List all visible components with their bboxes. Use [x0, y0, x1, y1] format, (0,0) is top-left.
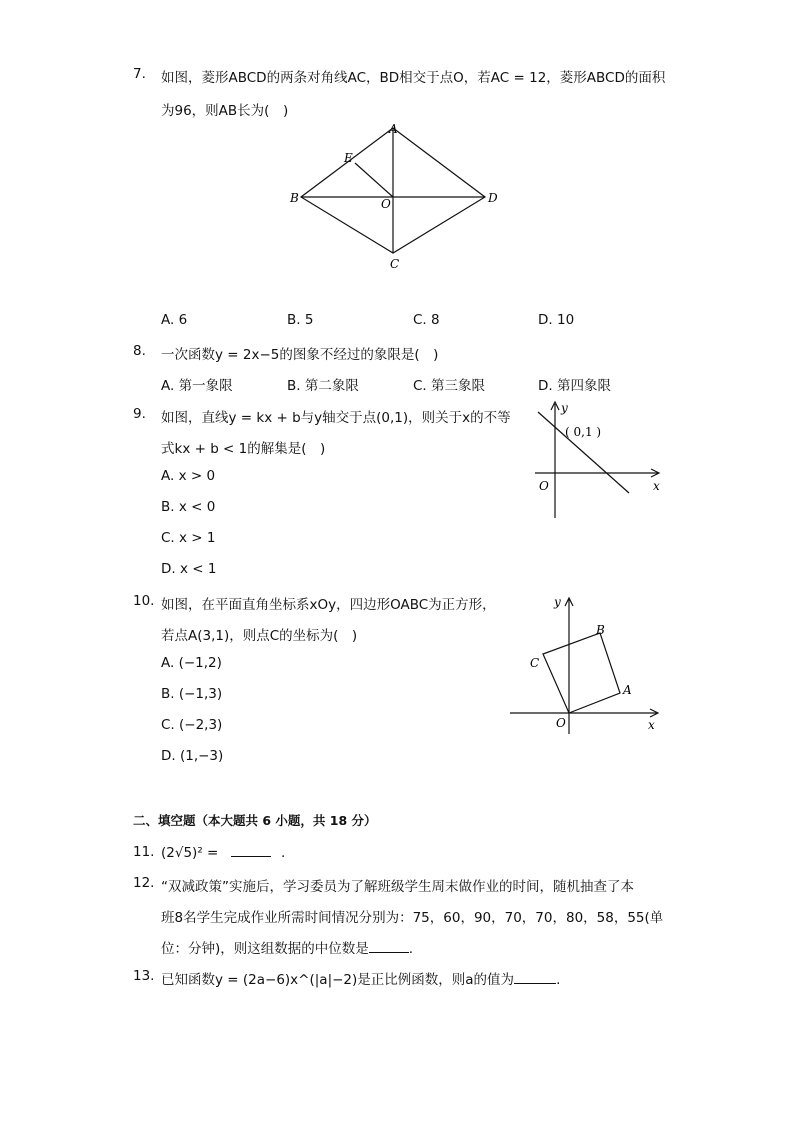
- answer-blank[interactable]: [369, 940, 409, 953]
- answer-blank[interactable]: [231, 844, 271, 857]
- axis-label-y: y: [554, 595, 561, 609]
- label-O: O: [381, 197, 391, 211]
- axis-label-x: x: [653, 479, 660, 493]
- question-stem-line1: 如图，直线y = kx + b与y轴交于点(0,1)，则关于x的不等: [161, 410, 511, 426]
- question-tail: .: [408, 941, 414, 957]
- question-stem-line2: 为96，则AB长为( ): [161, 103, 289, 119]
- intercept-label: ( 0,1 ): [565, 425, 602, 439]
- option-b[interactable]: B. 5: [287, 312, 314, 328]
- option-a[interactable]: A. (−1,2): [161, 655, 222, 671]
- question-tail: .: [556, 972, 561, 988]
- line-graph-figure: [530, 398, 670, 522]
- label-C: C: [530, 656, 540, 670]
- axis-label-y: y: [561, 401, 568, 415]
- label-D: D: [488, 191, 498, 205]
- question-number: 12.: [133, 875, 155, 891]
- question-stem: 已知函数y = (2a−6)x^(|a|−2)是正比例函数，则a的值为: [161, 972, 515, 988]
- question-stem: (2√5)² =: [161, 845, 219, 861]
- rhombus-figure: [280, 118, 510, 273]
- question-stem: 一次函数y = 2x−5的图象不经过的象限是( ): [161, 347, 439, 363]
- option-a[interactable]: A. 第一象限: [161, 378, 233, 394]
- section-heading: 二、填空题（本大题共 6 小题，共 18 分）: [133, 813, 377, 828]
- fill-blank-line: [161, 844, 285, 861]
- origin-label: O: [556, 716, 566, 730]
- question-stem-line1: 如图，菱形ABCD的两条对角线AC，BD相交于点O，若AC = 12，菱形ABCD的面积: [161, 70, 666, 86]
- axis-label-x: x: [648, 718, 655, 732]
- option-c[interactable]: C. (−2,3): [161, 717, 223, 733]
- question-stem-line2: 班8名学生完成作业所需时间情况分别为：75，60，90，70，70，80，58，55(单: [161, 910, 664, 926]
- option-d[interactable]: D. 10: [538, 312, 575, 328]
- option-d[interactable]: D. 第四象限: [538, 378, 611, 394]
- origin-label: O: [539, 479, 549, 493]
- question-number: 11.: [133, 844, 155, 860]
- fill-blank-line: [161, 937, 413, 957]
- question-stem-line2: 若点A(3,1)，则点C的坐标为( ): [161, 628, 358, 644]
- label-B: B: [290, 191, 299, 205]
- label-B: B: [596, 623, 605, 637]
- answer-blank[interactable]: [514, 971, 556, 984]
- question-number: 7.: [133, 66, 146, 82]
- square-figure: [505, 590, 665, 740]
- question-stem-line1: 如图，在平面直角坐标系xOy，四边形OABC为正方形，: [161, 597, 496, 613]
- option-a[interactable]: A. x > 0: [161, 468, 216, 484]
- option-d[interactable]: D. (1,−3): [161, 748, 224, 764]
- option-b[interactable]: B. x < 0: [161, 499, 216, 515]
- label-A: A: [623, 683, 632, 697]
- label-E: E: [344, 151, 353, 165]
- option-c[interactable]: C. 第三象限: [413, 378, 486, 394]
- question-stem-line1: “双减政策”实施后，学习委员为了解班级学生周末做作业的时间，随机抽查了本: [161, 879, 634, 895]
- fill-blank-line: [161, 968, 560, 988]
- question-stem-line3: 位：分钟)，则这组数据的中位数是: [161, 941, 369, 957]
- option-c[interactable]: C. x > 1: [161, 530, 216, 546]
- option-c[interactable]: C. 8: [413, 312, 440, 328]
- question-stem-line2: 式kx + b < 1的解集是( ): [161, 441, 326, 457]
- label-C: C: [390, 257, 400, 271]
- option-b[interactable]: B. 第二象限: [287, 378, 359, 394]
- question-number: 8.: [133, 343, 146, 359]
- option-d[interactable]: D. x < 1: [161, 561, 217, 577]
- question-number: 13.: [133, 968, 155, 984]
- option-a[interactable]: A. 6: [161, 312, 188, 328]
- option-b[interactable]: B. (−1,3): [161, 686, 223, 702]
- question-number: 9.: [133, 406, 146, 422]
- question-number: 10.: [133, 593, 155, 609]
- label-A: A: [389, 122, 398, 136]
- question-tail: .: [280, 845, 286, 861]
